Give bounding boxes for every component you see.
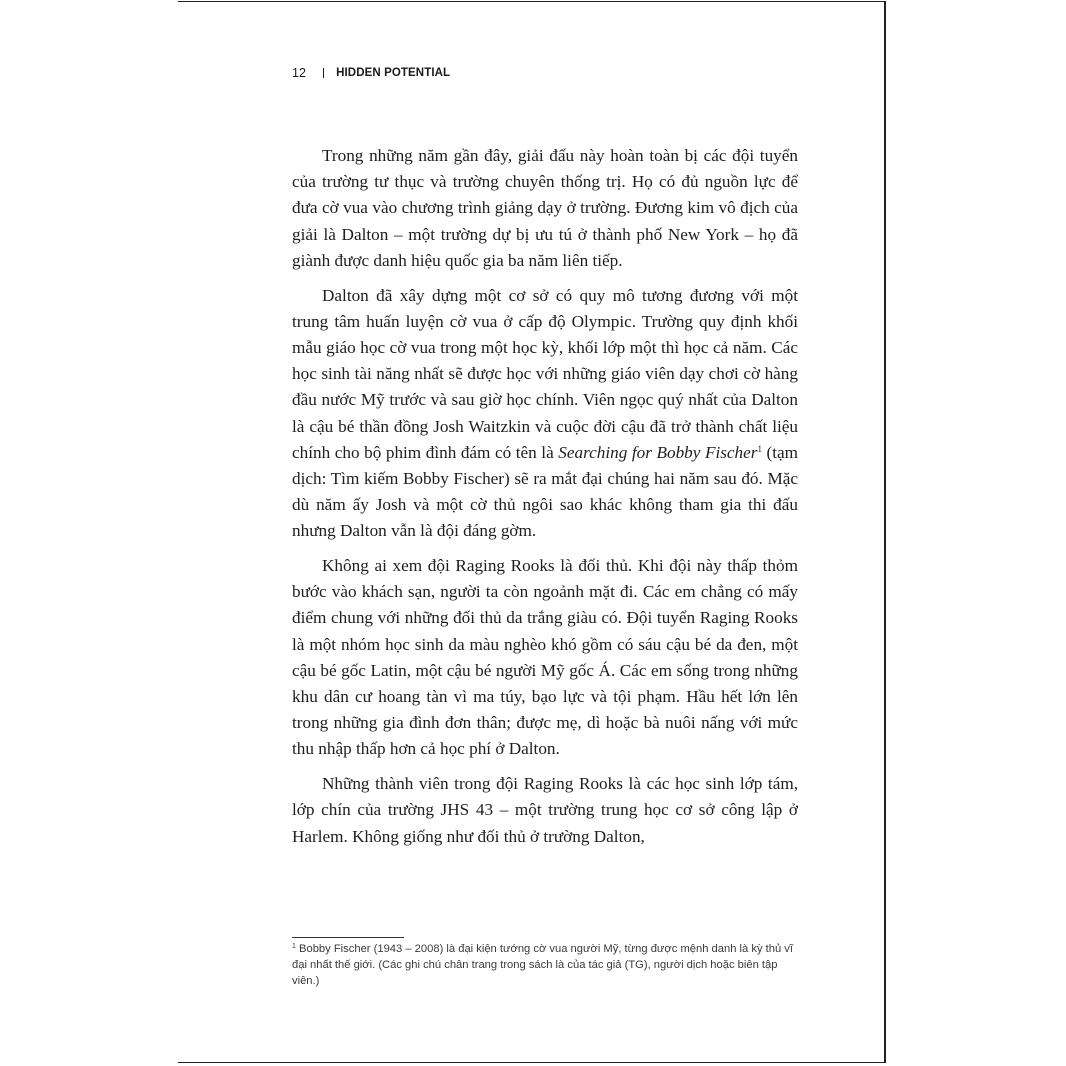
page-number: 12 bbox=[292, 66, 307, 80]
film-title: Searching for Bobby Fischer bbox=[558, 442, 758, 462]
footnote-reference[interactable]: 1 bbox=[757, 443, 762, 454]
footnote-marker: 1 bbox=[292, 943, 296, 950]
paragraph-3: Không ai xem đội Raging Rooks là đối thủ. Khi đội này thấp thỏm bước vào khách sạn, người ta còn ngoảnh mặt đi. Các em chẳng có mấy điểm chung với những đối thủ da trắng giàu có. Đội tuyển Raging Rooks là một nhóm học sinh da màu nghèo khó gồm có sáu cậu bé da đen, một cậu bé gốc Latin, một cậu bé người Mỹ gốc Á. Các em sống trong những khu dân cư hoang tàn vì ma túy, bạo lực và tội phạm. Hầu hết lớn lên trong những gia đình đơn thân; được mẹ, dì hoặc bà nuôi nấng với mức thu nhập thấp hơn cả học phí ở Dalton. bbox=[292, 556, 798, 759]
paragraph-2 bbox=[292, 283, 798, 545]
footnote-text: Bobby Fischer (1943 – 2008) là đại kiện tướng cờ vua người Mỹ, từng được mệnh danh là kỳ thủ vĩ đại nhất thế giới. (Các ghi chú chân trang trong sách là của tác giả (TG), người dịch hoặc biên tập viên.) bbox=[292, 943, 794, 987]
footnote-divider bbox=[292, 937, 404, 938]
book-title: HIDDEN POTENTIAL bbox=[336, 67, 451, 79]
paragraph-1: Trong những năm gần đây, giải đấu này hoàn toàn bị các đội tuyển của trường tư thục và trường chuyên thống trị. Họ có đủ nguồn lực để đưa cờ vua vào chương trình giảng dạy ở trường. Đương kim vô địch của giải là Dalton – một trường dự bị ưu tú ở thành phố New York – họ đã giành được danh hiệu quốc gia ba năm liên tiếp. bbox=[292, 146, 798, 270]
paragraph-2-text-before: Dalton đã xây dựng một cơ sở có quy mô tương đương với một trung tâm huấn luyện cờ vua ở cấp độ Olympic. Trường quy định khối mẫu giáo học cờ vua trong một học kỳ, khối lớp một thì học cả năm. Các học sinh tài năng nhất sẽ được học với những giáo viên dạy chơi cờ hàng đầu nước Mỹ trước và sau giờ học chính. Viên ngọc quý nhất của Dalton là cậu bé thần đồng Josh Waitzkin và cuộc đời cậu đã trở thành chất liệu chính cho bộ phim đình đám có tên là bbox=[292, 285, 798, 462]
header-separator bbox=[323, 68, 324, 78]
paragraph-4: Những thành viên trong đội Raging Rooks là các học sinh lớp tám, lớp chín của trường JHS 43 – một trường trung học cơ sở công lập ở Harlem. Không giống như đối thủ ở trường Dalton, bbox=[292, 774, 798, 846]
footnote bbox=[292, 941, 798, 989]
page-body bbox=[292, 143, 798, 858]
paragraph-2-text-after: (tạm dịch: Tìm kiếm Bobby Fischer) sẽ ra mắt đại chúng hai năm sau đó. Mặc dù năm ấy Josh và một cờ thủ ngôi sao khác không tham gia thi đấu nhưng Dalton vẫn là đội đáng gờm. bbox=[292, 442, 799, 541]
running-header bbox=[292, 66, 450, 80]
book-page bbox=[178, 1, 886, 1063]
